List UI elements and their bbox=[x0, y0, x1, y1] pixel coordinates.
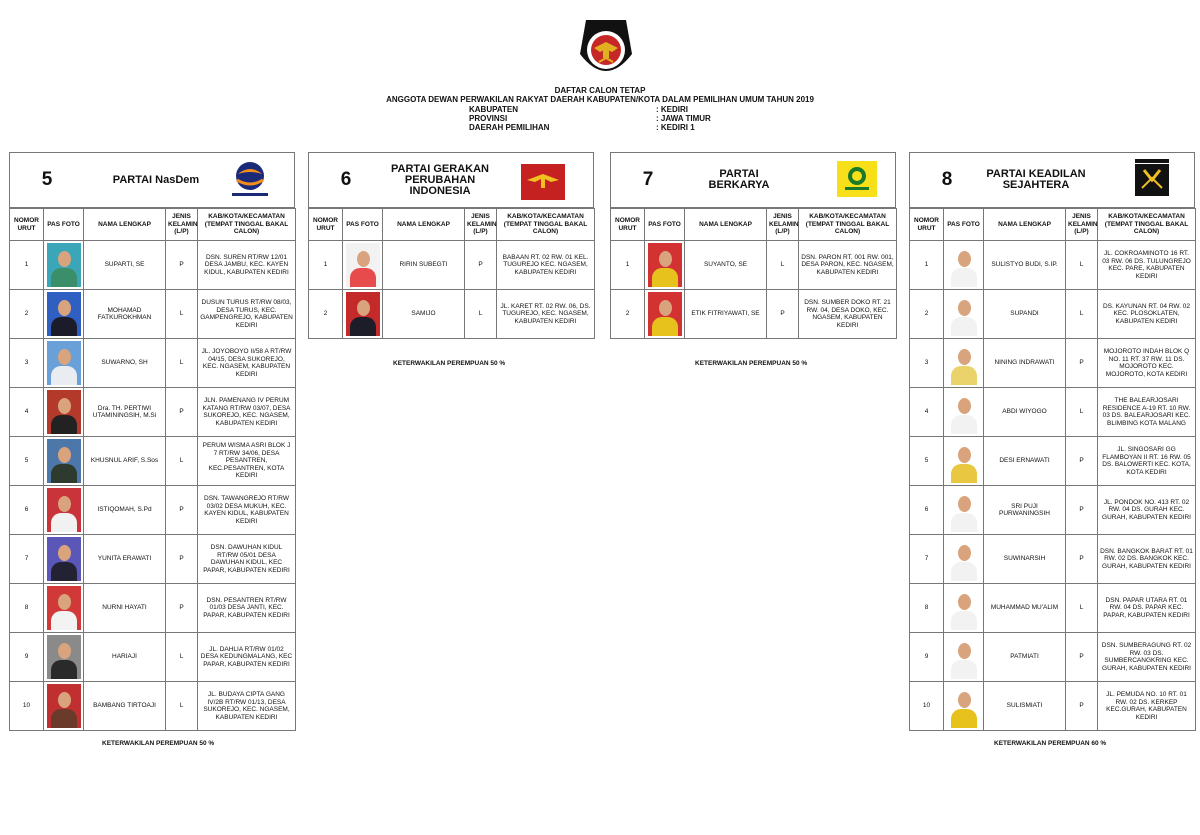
candidate-photo-cell bbox=[44, 241, 84, 290]
candidate-photo bbox=[47, 635, 81, 679]
candidate-sex: P bbox=[1066, 486, 1098, 535]
photo-body bbox=[350, 268, 376, 287]
candidate-name: SUWARNO, SH bbox=[84, 339, 166, 388]
candidate-address: DSN. SUMBER DOKO RT. 21 RW. 04, DESA DOKO, KEC. NGASEM, KABUPATEN KEDIRI bbox=[799, 290, 897, 339]
candidate-number: 6 bbox=[10, 486, 44, 535]
party-name: PARTAI NasDem bbox=[112, 173, 200, 186]
photo-face bbox=[958, 349, 971, 365]
party-header bbox=[308, 152, 594, 208]
candidate-photo bbox=[648, 243, 682, 287]
candidate-address: JL. JOYOBOYO II/58 A RT/RW 04/15, DESA SUKOREJO, KEC. NGASEM, KABUPATEN KEDIRI bbox=[198, 339, 296, 388]
table-header-row bbox=[309, 209, 595, 241]
candidate-number: 7 bbox=[910, 535, 944, 584]
candidate-row bbox=[10, 241, 296, 290]
candidate-row bbox=[10, 437, 296, 486]
candidate-sex: P bbox=[1066, 339, 1098, 388]
candidate-table bbox=[909, 208, 1196, 731]
candidate-photo-cell bbox=[44, 290, 84, 339]
photo-body bbox=[51, 660, 77, 679]
column-header-no: NOMOR URUT bbox=[910, 209, 944, 241]
photo-face bbox=[958, 398, 971, 414]
candidate-address: DUSUN TURUS RT/RW 08/03, DESA TURUS, KEC. GAMPENGREJO, KABUPATEN KEDIRI bbox=[198, 290, 296, 339]
candidate-address: MOJOROTO INDAH BLOK Q NO. 11 RT. 37 RW. 11 DS. MOJOROTO KEC. MOJOROTO, KOTA KEDIRI bbox=[1098, 339, 1196, 388]
candidate-address: DSN. PESANTREN RT/RW 01/03 DESA JANTI, KEC. PAPAR, KABUPATEN KEDIRI bbox=[198, 584, 296, 633]
candidate-name: Dra. TH. PERTIWI UTAMININGSIH, M.Si bbox=[84, 388, 166, 437]
photo-face bbox=[659, 300, 672, 316]
candidate-photo-cell bbox=[44, 339, 84, 388]
photo-face bbox=[958, 643, 971, 659]
photo-face bbox=[58, 692, 71, 708]
candidate-photo-cell bbox=[944, 437, 984, 486]
party-name: PARTAI GERAKAN PERUBAHAN INDONESIA bbox=[391, 162, 489, 197]
photo-body bbox=[951, 268, 977, 287]
candidate-row bbox=[910, 290, 1196, 339]
photo-body bbox=[51, 464, 77, 483]
candidate-photo bbox=[648, 292, 682, 336]
candidate-sex: P bbox=[166, 535, 198, 584]
photo-face bbox=[958, 447, 971, 463]
candidate-number: 2 bbox=[309, 290, 343, 339]
party-logo-icon bbox=[521, 162, 555, 196]
candidate-photo-cell bbox=[44, 535, 84, 584]
candidate-number: 6 bbox=[910, 486, 944, 535]
photo-face bbox=[58, 594, 71, 610]
candidate-name: NURNI HAYATI bbox=[84, 584, 166, 633]
meta-value: : KEDIRI bbox=[656, 105, 688, 114]
party-header bbox=[9, 152, 295, 208]
candidate-photo-cell bbox=[44, 486, 84, 535]
candidate-address: DSN. DAWUHAN KIDUL RT/RW 05/01 DESA DAWUHAN KIDUL, KEC PAPAR, KABUPATEN KEDIRI bbox=[198, 535, 296, 584]
photo-body bbox=[951, 562, 977, 581]
column-header-photo: PAS FOTO bbox=[44, 209, 84, 241]
table-header-row bbox=[10, 209, 296, 241]
women-representation-note: KETERWAKILAN PEREMPUAN 50 % bbox=[695, 360, 808, 367]
candidate-name: NINING INDRAWATI bbox=[984, 339, 1066, 388]
women-representation-note: KETERWAKILAN PEREMPUAN 50 % bbox=[102, 740, 215, 747]
candidate-row bbox=[309, 290, 595, 339]
candidate-photo-cell bbox=[944, 290, 984, 339]
meta-key: DAERAH PEMILIHAN bbox=[469, 123, 550, 132]
candidate-photo-cell bbox=[944, 486, 984, 535]
candidate-photo bbox=[947, 390, 981, 434]
candidate-sex: P bbox=[166, 584, 198, 633]
photo-body bbox=[951, 660, 977, 679]
candidate-row bbox=[10, 535, 296, 584]
candidate-address: JL. SINGOSARI GG FLAMBOYAN II RT. 16 RW. 05 DS. BALOWERTI KEC. KOTA, KOTA KEDIRI bbox=[1098, 437, 1196, 486]
candidate-name: MUHAMMAD MU'ALIM bbox=[984, 584, 1066, 633]
candidate-name: ISTIQOMAH, S.Pd bbox=[84, 486, 166, 535]
party-number: 6 bbox=[340, 169, 352, 190]
candidate-address: JL. BUDAYA CIPTA GANG IV/2B RT/RW 01/13, DESA SUKOREJO, KEC. NGASEM, KABUPATEN KEDIRI bbox=[198, 682, 296, 731]
party-panel bbox=[909, 152, 1195, 731]
photo-body bbox=[951, 366, 977, 385]
candidate-name: PATMIATI bbox=[984, 633, 1066, 682]
candidate-sex: P bbox=[1066, 535, 1098, 584]
candidate-number: 2 bbox=[611, 290, 645, 339]
candidate-address: JL. PEMUDA NO. 10 RT. 01 RW. 02 DS. KERKEP KEC.GURAH, KABUPATEN KEDIRI bbox=[1098, 682, 1196, 731]
candidate-photo bbox=[47, 390, 81, 434]
candidate-row bbox=[10, 633, 296, 682]
candidate-address: DS. KAYUNAN RT. 04 RW. 02 KEC. PLOSOKLATEN, KABUPATEN KEDIRI bbox=[1098, 290, 1196, 339]
candidate-number: 8 bbox=[910, 584, 944, 633]
candidate-row bbox=[10, 486, 296, 535]
party-number: 7 bbox=[642, 169, 654, 190]
candidate-name: SULISTYO BUDI, S.IP. bbox=[984, 241, 1066, 290]
party-header bbox=[610, 152, 896, 208]
photo-body bbox=[51, 562, 77, 581]
candidate-photo bbox=[947, 684, 981, 728]
column-header-sex: JENIS KELAMIN (L/P) bbox=[166, 209, 198, 241]
candidate-number: 3 bbox=[10, 339, 44, 388]
column-header-sex: JENIS KELAMIN (L/P) bbox=[767, 209, 799, 241]
party-panel bbox=[9, 152, 295, 731]
candidate-photo-cell bbox=[44, 388, 84, 437]
candidate-row bbox=[611, 241, 897, 290]
candidate-address: DSN. TAWANGREJO RT/RW 03/02 DESA MUKUH, KEC. KAYEN KIDUL, KABUPATEN KEDIRI bbox=[198, 486, 296, 535]
candidate-number: 4 bbox=[910, 388, 944, 437]
candidate-sex: P bbox=[465, 241, 497, 290]
party-logo-icon bbox=[1130, 158, 1164, 192]
candidate-name: ETIK FITRIYAWATI, SE bbox=[685, 290, 767, 339]
candidate-photo bbox=[47, 292, 81, 336]
candidate-address: JL. COKROAMINOTO 16 RT. 03 RW. 06 DS. TULUNGREJO KEC. PARE, KABUPATEN KEDIRI bbox=[1098, 241, 1196, 290]
candidate-sex: P bbox=[1066, 437, 1098, 486]
column-header-addr: KAB/KOTA/KECAMATAN (TEMPAT TINGGAL BAKAL CALON) bbox=[799, 209, 897, 241]
candidate-number: 5 bbox=[10, 437, 44, 486]
candidate-photo bbox=[47, 341, 81, 385]
column-header-addr: KAB/KOTA/KECAMATAN (TEMPAT TINGGAL BAKAL CALON) bbox=[497, 209, 595, 241]
candidate-name: KHUSNUL ARIF, S.Sos bbox=[84, 437, 166, 486]
column-header-name: NAMA LENGKAP bbox=[383, 209, 465, 241]
candidate-address: JL. DAHLIA RT/RW 01/02 DESA KEDUNGMALANG, KEC PAPAR, KABUPATEN KEDIRI bbox=[198, 633, 296, 682]
candidate-row bbox=[611, 290, 897, 339]
candidate-photo bbox=[947, 292, 981, 336]
candidate-row bbox=[309, 241, 595, 290]
meta-row bbox=[469, 105, 711, 114]
party-number: 8 bbox=[941, 169, 953, 190]
candidate-name: HARIAJI bbox=[84, 633, 166, 682]
candidate-number: 7 bbox=[10, 535, 44, 584]
party-number: 5 bbox=[41, 169, 53, 190]
photo-face bbox=[58, 251, 71, 267]
photo-body bbox=[951, 464, 977, 483]
column-header-name: NAMA LENGKAP bbox=[984, 209, 1066, 241]
candidate-sex: L bbox=[166, 682, 198, 731]
photo-body bbox=[51, 317, 77, 336]
photo-body bbox=[350, 317, 376, 336]
party-panel bbox=[610, 152, 896, 339]
candidate-number: 5 bbox=[910, 437, 944, 486]
candidate-photo bbox=[47, 684, 81, 728]
candidate-photo-cell bbox=[44, 437, 84, 486]
photo-body bbox=[951, 317, 977, 336]
candidate-row bbox=[910, 437, 1196, 486]
photo-face bbox=[958, 251, 971, 267]
candidate-photo bbox=[947, 341, 981, 385]
photo-face bbox=[659, 251, 672, 267]
photo-body bbox=[51, 268, 77, 287]
header-subtitle: ANGGOTA DEWAN PERWAKILAN RAKYAT DAERAH KABUPATEN/KOTA DALAM PEMILIHAN UMUM TAHUN 2019 bbox=[386, 95, 814, 104]
candidate-photo bbox=[947, 243, 981, 287]
candidate-photo-cell bbox=[44, 682, 84, 731]
candidate-sex: P bbox=[166, 388, 198, 437]
candidate-name: SRI PUJI PURWANINGSIH bbox=[984, 486, 1066, 535]
candidate-address: PERUM WISMA ASRI BLOK J 7 RT/RW 34/06, DESA PESANTREN, KEC.PESANTREN, KOTA KEDIRI bbox=[198, 437, 296, 486]
candidate-sex: P bbox=[1066, 633, 1098, 682]
candidate-photo-cell bbox=[944, 633, 984, 682]
candidate-name: SUYANTO, SE bbox=[685, 241, 767, 290]
candidate-photo bbox=[947, 488, 981, 532]
candidate-photo bbox=[346, 243, 380, 287]
meta-key: PROVINSI bbox=[469, 114, 508, 123]
candidate-name: BAMBANG TIRTOAJI bbox=[84, 682, 166, 731]
candidate-sex: P bbox=[166, 241, 198, 290]
column-header-no: NOMOR URUT bbox=[309, 209, 343, 241]
candidate-number: 1 bbox=[910, 241, 944, 290]
header-meta bbox=[469, 105, 711, 132]
candidate-row bbox=[10, 339, 296, 388]
candidate-name: SUWINARSIH bbox=[984, 535, 1066, 584]
candidate-photo-cell bbox=[343, 290, 383, 339]
candidate-photo-cell bbox=[44, 633, 84, 682]
candidate-photo-cell bbox=[343, 241, 383, 290]
candidate-table bbox=[610, 208, 897, 339]
candidate-sex: L bbox=[1066, 290, 1098, 339]
candidate-address: THE BALEARJOSARI RESIDENCE A-19 RT. 10 RW. 03 DS. BALEARJOSARI KEC. BLIMBING KOTA MALANG bbox=[1098, 388, 1196, 437]
candidate-number: 10 bbox=[910, 682, 944, 731]
meta-row bbox=[469, 114, 711, 123]
candidate-photo-cell bbox=[944, 584, 984, 633]
candidate-number: 4 bbox=[10, 388, 44, 437]
candidate-photo bbox=[947, 635, 981, 679]
party-panel bbox=[308, 152, 594, 339]
candidate-address: DSN. SUMBERAGUNG RT. 02 RW. 03 DS. SUMBERCANGKRING KEC. GURAH, KABUPATEN KEDIRI bbox=[1098, 633, 1196, 682]
candidate-row bbox=[10, 584, 296, 633]
candidate-sex: L bbox=[1066, 241, 1098, 290]
candidate-row bbox=[10, 290, 296, 339]
candidate-number: 3 bbox=[910, 339, 944, 388]
column-header-photo: PAS FOTO bbox=[944, 209, 984, 241]
photo-face bbox=[958, 496, 971, 512]
candidate-number: 9 bbox=[910, 633, 944, 682]
candidate-row bbox=[910, 682, 1196, 731]
photo-body bbox=[51, 513, 77, 532]
candidate-name: RIRIN SUBEGTI bbox=[383, 241, 465, 290]
candidate-address: DSN. BANGKOK BARAT RT. 01 RW. 02 DS. BANGKOK KEC. GURAH, KABUPATEN KEDIRI bbox=[1098, 535, 1196, 584]
column-header-no: NOMOR URUT bbox=[10, 209, 44, 241]
candidate-sex: P bbox=[767, 290, 799, 339]
photo-body bbox=[951, 709, 977, 728]
candidate-photo bbox=[346, 292, 380, 336]
candidate-photo bbox=[47, 586, 81, 630]
candidate-table bbox=[9, 208, 296, 731]
candidate-photo-cell bbox=[645, 241, 685, 290]
candidate-photo bbox=[47, 537, 81, 581]
photo-body bbox=[51, 366, 77, 385]
column-header-name: NAMA LENGKAP bbox=[84, 209, 166, 241]
candidate-address: JLN. PAMENANG IV PERUM KATANG RT/RW 03/07, DESA SUKOREJO, KEC. NGASEM, KABUPATEN KEDIRI bbox=[198, 388, 296, 437]
photo-body bbox=[652, 268, 678, 287]
candidate-number: 1 bbox=[309, 241, 343, 290]
photo-face bbox=[958, 300, 971, 316]
photo-body bbox=[951, 415, 977, 434]
photo-face bbox=[958, 545, 971, 561]
candidate-name: YUNITA ERAWATI bbox=[84, 535, 166, 584]
photo-face bbox=[958, 594, 971, 610]
photo-body bbox=[652, 317, 678, 336]
candidate-sex: L bbox=[166, 633, 198, 682]
candidate-address: JL. PONDOK NO. 413 RT. 02 RW. 04 DS. GURAH KEC. GURAH, KABUPATEN KEDIRI bbox=[1098, 486, 1196, 535]
party-name: PARTAI KEADILAN SEJAHTERA bbox=[986, 168, 1086, 191]
kpu-logo bbox=[578, 18, 634, 84]
meta-value: : JAWA TIMUR bbox=[656, 114, 711, 123]
table-header-row bbox=[910, 209, 1196, 241]
candidate-sex: P bbox=[1066, 682, 1098, 731]
party-logo-icon bbox=[228, 160, 262, 194]
photo-face bbox=[58, 643, 71, 659]
photo-face bbox=[58, 398, 71, 414]
photo-face bbox=[357, 251, 370, 267]
candidate-photo-cell bbox=[944, 682, 984, 731]
meta-row bbox=[469, 123, 711, 132]
candidate-name: MOHAMAD FATKUROKHMAN bbox=[84, 290, 166, 339]
candidate-sex: L bbox=[166, 290, 198, 339]
candidate-row bbox=[910, 486, 1196, 535]
meta-key: KABUPATEN bbox=[469, 105, 519, 114]
party-name: PARTAI BERKARYA bbox=[708, 168, 770, 191]
photo-face bbox=[58, 545, 71, 561]
candidate-name: SAMIJO bbox=[383, 290, 465, 339]
women-representation-note: KETERWAKILAN PEREMPUAN 50 % bbox=[393, 360, 506, 367]
photo-body bbox=[51, 415, 77, 434]
candidate-sex: L bbox=[166, 437, 198, 486]
candidate-photo-cell bbox=[944, 535, 984, 584]
candidate-photo bbox=[47, 488, 81, 532]
candidate-number: 10 bbox=[10, 682, 44, 731]
candidate-row bbox=[10, 682, 296, 731]
party-logo-icon bbox=[835, 159, 869, 193]
candidate-address: BABAAN RT. 02 RW. 01 KEL. TUGUREJO KEC. NGASEM, KABUPATEN KEDIRI bbox=[497, 241, 595, 290]
candidate-row bbox=[910, 633, 1196, 682]
meta-value: : KEDIRI 1 bbox=[656, 123, 695, 132]
candidate-name: DESI ERNAWATI bbox=[984, 437, 1066, 486]
photo-body bbox=[951, 513, 977, 532]
candidate-sex: L bbox=[1066, 388, 1098, 437]
candidate-address: JL. KARET RT. 02 RW. 06, DS. TUGUREJO, KEC. NGASEM, KABUPATEN KEDIRI bbox=[497, 290, 595, 339]
candidate-row bbox=[910, 535, 1196, 584]
photo-face bbox=[58, 496, 71, 512]
candidate-number: 9 bbox=[10, 633, 44, 682]
candidate-row bbox=[910, 241, 1196, 290]
photo-body bbox=[951, 611, 977, 630]
women-representation-note: KETERWAKILAN PEREMPUAN 60 % bbox=[994, 740, 1107, 747]
candidate-row bbox=[10, 388, 296, 437]
candidate-address: DSN. SUREN RT/RW 12/01 DESA JAMBU, KEC. KAYEN KIDUL, KABUPATEN KEDIRI bbox=[198, 241, 296, 290]
table-header-row bbox=[611, 209, 897, 241]
candidate-photo-cell bbox=[944, 339, 984, 388]
candidate-photo-cell bbox=[44, 584, 84, 633]
candidate-photo-cell bbox=[645, 290, 685, 339]
candidate-sex: P bbox=[166, 486, 198, 535]
candidate-photo bbox=[47, 439, 81, 483]
candidate-row bbox=[910, 339, 1196, 388]
candidate-sex: L bbox=[166, 339, 198, 388]
candidate-photo-cell bbox=[944, 241, 984, 290]
candidate-photo bbox=[47, 243, 81, 287]
candidate-number: 8 bbox=[10, 584, 44, 633]
candidate-name: SUPARTI, SE bbox=[84, 241, 166, 290]
candidate-photo-cell bbox=[944, 388, 984, 437]
candidate-row bbox=[910, 388, 1196, 437]
photo-face bbox=[357, 300, 370, 316]
candidate-address: DSN. PAPAR UTARA RT. 01 RW. 04 DS. PAPAR KEC. PAPAR, KABUPATEN KEDIRI bbox=[1098, 584, 1196, 633]
column-header-sex: JENIS KELAMIN (L/P) bbox=[465, 209, 497, 241]
candidate-sex: L bbox=[1066, 584, 1098, 633]
photo-body bbox=[51, 611, 77, 630]
document-header bbox=[0, 86, 1200, 104]
candidate-name: SUPANDI bbox=[984, 290, 1066, 339]
header-title: DAFTAR CALON TETAP bbox=[554, 86, 646, 95]
candidate-name: ABDI WIYOGO bbox=[984, 388, 1066, 437]
candidate-photo bbox=[947, 439, 981, 483]
column-header-addr: KAB/KOTA/KECAMATAN (TEMPAT TINGGAL BAKAL CALON) bbox=[198, 209, 296, 241]
column-header-photo: PAS FOTO bbox=[645, 209, 685, 241]
column-header-name: NAMA LENGKAP bbox=[685, 209, 767, 241]
column-header-addr: KAB/KOTA/KECAMATAN (TEMPAT TINGGAL BAKAL CALON) bbox=[1098, 209, 1196, 241]
column-header-photo: PAS FOTO bbox=[343, 209, 383, 241]
candidate-name: SULISMIATI bbox=[984, 682, 1066, 731]
photo-face bbox=[58, 349, 71, 365]
candidate-sex: L bbox=[767, 241, 799, 290]
candidate-row bbox=[910, 584, 1196, 633]
candidate-number: 2 bbox=[10, 290, 44, 339]
photo-face bbox=[958, 692, 971, 708]
party-header bbox=[909, 152, 1195, 208]
photo-face bbox=[58, 300, 71, 316]
candidate-photo bbox=[947, 537, 981, 581]
candidate-number: 1 bbox=[10, 241, 44, 290]
candidate-table bbox=[308, 208, 595, 339]
column-header-no: NOMOR URUT bbox=[611, 209, 645, 241]
photo-body bbox=[51, 709, 77, 728]
candidate-number: 1 bbox=[611, 241, 645, 290]
candidate-sex: L bbox=[465, 290, 497, 339]
candidate-photo bbox=[947, 586, 981, 630]
photo-face bbox=[58, 447, 71, 463]
candidate-address: DSN. PARON RT. 001 RW. 001, DESA PARON, KEC. NGASEM, KABUPATEN KEDIRI bbox=[799, 241, 897, 290]
column-header-sex: JENIS KELAMIN (L/P) bbox=[1066, 209, 1098, 241]
candidate-number: 2 bbox=[910, 290, 944, 339]
